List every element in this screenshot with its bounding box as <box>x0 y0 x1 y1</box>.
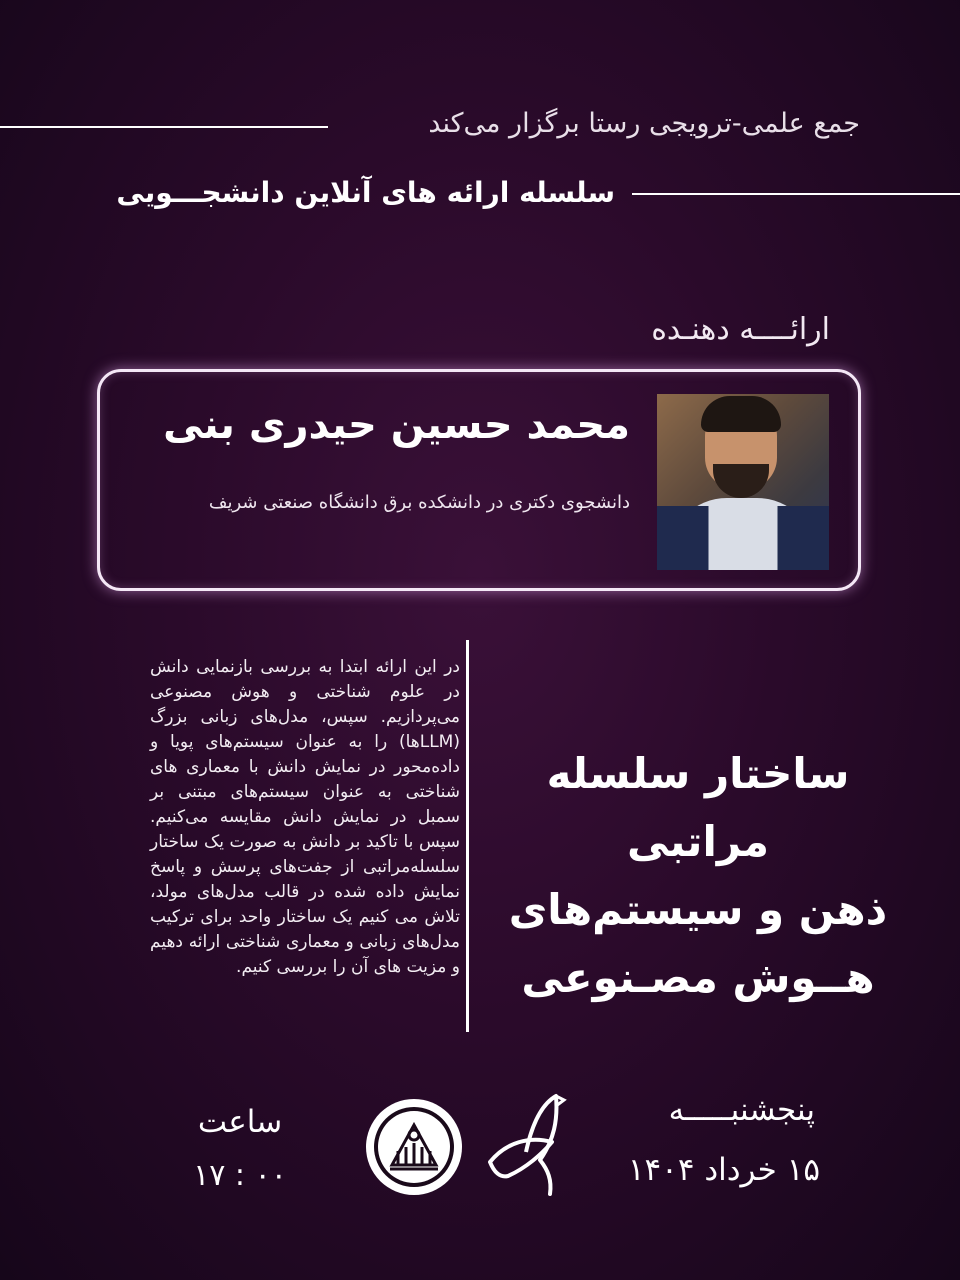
rasta-logo-icon <box>478 1090 578 1200</box>
talk-title-line-1: ساختار سلسله مراتبی <box>546 749 850 866</box>
event-time: ۱۷ : ۰۰ <box>193 1158 287 1193</box>
talk-title-line-2: ذهن و سیستم‌های <box>508 885 888 934</box>
header-line-right <box>632 193 960 195</box>
talk-title-line-3: هــوش مصـنوعی <box>521 953 875 1002</box>
presenter-photo <box>657 394 829 570</box>
organizer-text: جمع علمی-ترویجی رستا برگزار می‌کند <box>428 108 860 139</box>
presenter-affiliation: دانشجوی دکتری در دانشکده برق دانشگاه صنعتی شریف <box>208 492 630 513</box>
talk-title <box>480 740 916 1012</box>
event-day: پنجشنبـــــه <box>668 1092 815 1128</box>
sharif-university-logo <box>362 1095 466 1199</box>
series-title: سلسله ارائه های آنلاین دانشجـــویی <box>116 176 615 209</box>
time-label: ساعت <box>197 1104 283 1140</box>
header-line-left <box>0 126 328 128</box>
talk-abstract: در این ارائه ابتدا به بررسی بازنمایی دانش در علوم شناختی و هوش مصنوعی می‌پردازیم. سپس، مدل‌های زبانی بزرگ (LLMها) را به عنوان سیستم‌های پویا و داده‌محور در نمایش دانش با معماری های شناختی به عنوان سیستم‌های مبتنی بر سمبل در نمایش دانش مقایسه می‌کنیم. سپس با تاکید بر دانش به صورت یک ساختار سلسله‌مراتبی از جفت‌های پرسش و پاسخ نمایش داده شده در قالب مدل‌های مولد، تلاش می کنیم یک ساختار واحد برای ترکیب مدل‌های زبانی و معماری شناختی ارائه دهیم و مزیت های آن را بررسی کنیم. <box>150 657 460 977</box>
presenter-name: محمد حسین حیدری بنی <box>163 402 630 448</box>
event-date: ۱۵ خرداد ۱۴۰۴ <box>627 1152 820 1188</box>
presenter-label: ارائــــه دهنـده <box>651 312 830 347</box>
vertical-divider <box>466 640 469 1032</box>
